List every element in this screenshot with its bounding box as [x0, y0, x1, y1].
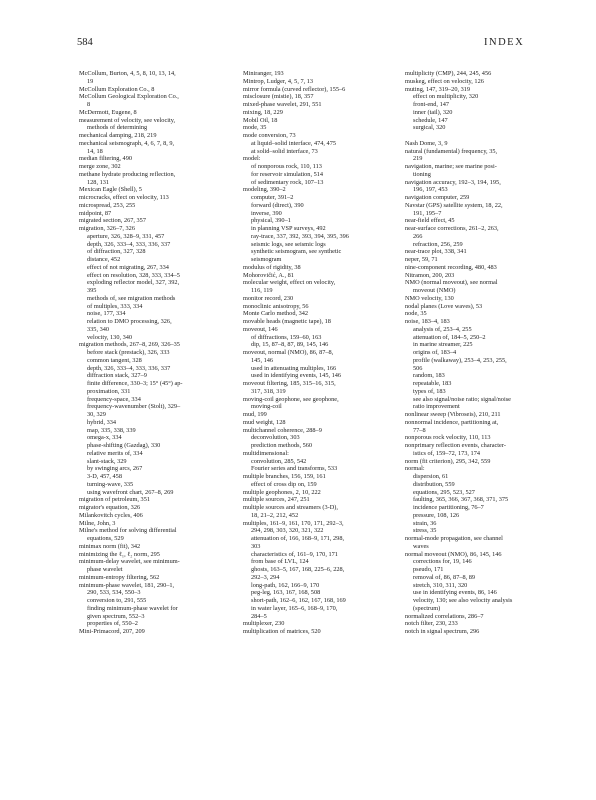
index-subentry: distribution, 559: [413, 480, 455, 488]
index-column-1: [79, 70, 239, 636]
index-subentry: in marine streamer, 225: [413, 341, 473, 349]
index-subentry: map, 335, 338, 339: [87, 426, 136, 434]
index-entry: mode, 35: [243, 124, 267, 132]
index-subentry: relation to DMO processing, 326,: [87, 318, 172, 325]
index-entry: minimizing the ℓ₁, ℓ₂ norm, 295: [79, 550, 160, 558]
index-subentry: of nonporous rock, 110, 113: [251, 163, 322, 170]
index-subentry: frequency-space, 334: [87, 395, 141, 403]
index-subentry: corrections for, 19, 146: [413, 558, 472, 566]
index-entry: movable heads (magnetic tape), 18: [243, 318, 331, 325]
index-subentry: faulting, 365, 366, 367, 368, 371, 375: [413, 496, 509, 504]
index-subentry: peg-leg, 163, 167, 168, 508: [251, 589, 321, 597]
index-subentry: short-path, 162–6, 162, 167, 168, 169: [251, 597, 346, 604]
index-subentry: pressure, 108, 126: [413, 511, 460, 519]
index-subentry: effect of cross dip on, 159: [251, 480, 317, 488]
index-subentry: synthetic seismogram, see synthetic: [251, 248, 342, 256]
index-subentry: properties of, 550–2: [87, 620, 138, 628]
index-entry: multiple branches, 156, 159, 161: [243, 473, 326, 480]
index-entry: multiplication of matrices, 520: [243, 628, 321, 635]
index-subentry: 266: [413, 232, 423, 240]
index-subentry: 292–3, 294: [251, 573, 280, 581]
index-subentry: in water layer, 165–6, 168–9, 170,: [251, 604, 338, 612]
index-subentry: 294, 298, 303, 320, 321, 322: [251, 527, 324, 535]
index-entry: modulus of rigidity, 38: [243, 263, 301, 271]
index-entry: McDermott, Eugene, 8: [79, 108, 137, 116]
index-subentry: at solid–solid interface, 73: [251, 147, 318, 155]
index-entry: near-surface corrections, 261–2, 263,: [405, 225, 499, 232]
index-subentry: slant-stack, 329: [87, 457, 127, 465]
index-subentry: 196, 197, 453: [413, 186, 448, 194]
index-entry: mechanical seismograph, 4, 6, 7, 8, 9,: [79, 139, 175, 147]
index-subentry: 191, 195–7: [413, 209, 442, 217]
index-entry: norm (fit criterion), 295, 342, 559: [405, 457, 491, 465]
index-subentry: random, 183: [413, 372, 445, 380]
index-entry: noise, 183–4, 183: [405, 318, 450, 325]
index-subentry: schedule, 147: [413, 116, 448, 124]
index-entry: moveout, 146: [243, 325, 278, 333]
index-entry: Milne, John, 3: [79, 519, 116, 527]
index-entry: modeling, 390–2: [243, 186, 286, 194]
index-subentry: phase-shifting (Gazdag), 330: [87, 442, 161, 449]
index-entry: neper, 59, 71: [405, 256, 438, 263]
index-entry: mud, 199: [243, 411, 267, 418]
index-entry: normal moveout (NMO), 86, 145, 146: [405, 550, 502, 558]
index-entry: near-trace plot, 338, 341: [405, 248, 467, 256]
index-subentry: prediction methods, 560: [251, 442, 313, 449]
index-subentry: distance, 452: [87, 256, 121, 263]
index-subentry: used in attenuating multiples, 166: [251, 364, 337, 372]
index-entry: microspread, 253, 255: [79, 201, 136, 209]
index-entry: Milankovitch cycles, 406: [79, 511, 143, 519]
index-entry: multiples, 161–9, 161, 170, 171, 292–3,: [243, 519, 344, 527]
index-entry: near-field effect, 45: [405, 217, 455, 225]
index-entry: moving-coil geophone, see geophone,: [243, 395, 339, 403]
index-subentry: 395: [87, 287, 97, 294]
index-entry: muting, 147, 319–20, 319: [405, 85, 471, 93]
index-subentry: surgical, 320: [413, 124, 446, 132]
index-entry: navigation computer, 259: [405, 194, 470, 201]
index-subentry: moving-coil: [251, 403, 282, 411]
index-section-gap: [405, 132, 565, 140]
index-subentry: 219: [413, 155, 423, 163]
index-entry: monitor record, 230: [243, 294, 294, 302]
index-subentry: inverse, 390: [251, 209, 282, 217]
index-entry: mode conversion, 73: [243, 132, 296, 139]
index-subentry: forward (direct), 390: [251, 201, 304, 209]
index-subentry: using wavefront chart, 267–8, 269: [87, 488, 174, 496]
index-subentry: pseudo, 171: [413, 566, 444, 573]
index-subentry: by swinging arcs, 267: [87, 465, 143, 473]
index-entry: navigation, marine; see marine posi-: [405, 163, 497, 170]
index-subentry: diffraction stack, 327–9: [87, 372, 147, 380]
index-subentry: physical, 390–1: [251, 217, 291, 225]
index-entry: migration, 326–7, 326: [79, 225, 135, 232]
index-entry: Nitramon, 200, 203: [405, 271, 455, 279]
index-subentry: refraction, 256, 259: [413, 240, 463, 248]
index-subentry: convolution, 285, 542: [251, 457, 307, 465]
index-entry: Mexican Eagle (Shell), 5: [79, 186, 142, 194]
index-entry: nonprimary reflection events, character-: [405, 442, 506, 449]
index-subentry: waves: [413, 542, 429, 550]
index-entry: mechanical damping, 218, 219: [79, 132, 157, 139]
index-subentry: moveout (NMO): [413, 287, 456, 294]
index-subentry: dispersion, 61: [413, 473, 449, 480]
index-entry: node, 35: [405, 310, 427, 318]
index-entry: notch filter, 230, 233: [405, 620, 458, 628]
index-subentry: 290, 533, 534, 550–3: [87, 589, 141, 597]
index-entry: monoclinic anisotropy, 56: [243, 302, 309, 310]
index-subentry: omega-x, 334: [87, 434, 122, 442]
index-subentry: frequency-wavenumber (Stolt), 329–: [87, 403, 181, 411]
index-subentry: strain, 36: [413, 519, 437, 527]
index-subentry: deconvolution, 303: [251, 434, 300, 442]
index-entry: methane hydrate producing reflection,: [79, 170, 176, 178]
index-subentry: 303: [251, 542, 261, 550]
index-entry: multidimensional:: [243, 449, 289, 457]
index-entry: misclosure (mistie), 18, 357: [243, 93, 314, 101]
index-entry: minimum-entropy filtering, 562: [79, 573, 160, 581]
index-subentry: (spectrum): [413, 604, 441, 612]
index-subentry: analysis of, 253–4, 255: [413, 325, 472, 333]
index-subentry: stretch, 310, 311, 320: [413, 581, 468, 589]
index-entry: Navstar (GPS) satellite system, 18, 22,: [405, 201, 503, 209]
index-subentry: velocity, 130, 340: [87, 333, 133, 341]
index-entry: multiplexer, 230: [243, 620, 285, 628]
index-subentry: characteristics of, 161–9, 170, 171: [251, 550, 338, 558]
index-entry: nonporous rock velocity, 110, 113: [405, 434, 491, 442]
index-entry: minimum-delay wavelet, see minimum-: [79, 558, 180, 566]
index-column-3: [405, 70, 565, 636]
index-entry: migration methods, 267–8, 269, 326–35: [79, 341, 180, 349]
index-entry: mixing, 18, 229: [243, 108, 283, 116]
index-subentry: attenuation of, 166, 168–9, 171, 298,: [251, 535, 345, 542]
index-entry: migrated section, 267, 357: [79, 217, 146, 225]
index-subentry: from base of LVL, 124: [251, 558, 309, 566]
index-subentry: before stack (prestack), 326, 333: [87, 349, 170, 356]
index-subentry: 8: [87, 101, 91, 108]
index-subentry: of diffractions, 159–60, 163: [251, 333, 322, 341]
index-subentry: 77–8: [413, 426, 426, 434]
index-subentry: proximation, 331: [87, 387, 131, 395]
index-subentry: methods of, see migration methods: [87, 294, 176, 302]
index-entry: multiplicity (CMP), 244, 245, 456: [405, 70, 492, 77]
index-entry: model:: [243, 155, 261, 163]
index-entry: NMO (normal moveout), see normal: [405, 279, 498, 287]
index-subentry: inner (tail), 320: [413, 108, 453, 116]
index-subentry: incidence partitioning, 76–7: [413, 504, 484, 511]
index-subentry: methods of determining: [87, 124, 148, 132]
index-entry: Miniranger, 193: [243, 70, 284, 77]
index-subentry: 30, 329: [87, 411, 106, 418]
index-subentry: 317, 318, 319: [251, 387, 286, 395]
index-entry: nine-component recording, 480, 483: [405, 263, 497, 271]
index-subentry: profile (walkaway), 253–4, 253, 255,: [413, 356, 507, 364]
index-subentry: istics of, 159–72, 173, 174: [413, 449, 480, 457]
index-subentry: equations, 529: [87, 535, 124, 542]
index-entry: Monte Carlo method, 342: [243, 310, 309, 318]
index-subentry: of multiples, 333, 334: [87, 302, 143, 310]
index-entry: minimum-phase wavelet, 181, 290–1,: [79, 581, 175, 589]
index-entry: midpoint, 87: [79, 209, 112, 217]
index-entry: molecular weight, effect on velocity,: [243, 279, 336, 287]
index-subentry: turning-wave, 335: [87, 480, 134, 488]
index-column-2: [243, 70, 401, 636]
index-subentry: attenuation of, 184–5, 250–2: [413, 333, 486, 341]
index-subentry: 128, 131: [87, 178, 110, 186]
index-subentry: given spectrum, 552–3: [87, 612, 145, 620]
index-entry: mirror formula (curved reflector), 155–6: [243, 85, 346, 93]
index-subentry: depth, 326, 333–4, 333, 336, 337: [87, 240, 171, 248]
index-subentry: used in identifying events, 145, 146: [251, 372, 342, 380]
index-entry: Mini-Primacord, 207, 209: [79, 628, 145, 635]
index-entry: median filtering, 490: [79, 155, 132, 163]
index-entry: McCollum, Burton, 4, 5, 8, 10, 13, 14,: [79, 70, 176, 77]
index-subentry: of diffraction, 327, 328: [87, 248, 146, 256]
index-subentry: seismogram: [251, 256, 282, 263]
index-subentry: phase wavelet: [87, 566, 123, 573]
index-entry: migrator's equation, 326: [79, 504, 141, 511]
index-subentry: see also signal/noise ratio; signal/noise: [413, 395, 511, 403]
index-subentry: equations, 295, 523, 527: [413, 488, 475, 496]
index-entry: mixed-phase wavelet, 291, 551: [243, 101, 322, 108]
page-number: 584: [77, 37, 93, 48]
index-subentry: for reservoir simulation, 514: [251, 170, 324, 178]
index-entry: Nash Dome, 3, 9: [405, 139, 448, 147]
index-entry: McCollum Exploration Co., 8: [79, 85, 155, 93]
index-entry: notch in signal spectrum, 296: [405, 628, 480, 635]
index-subentry: 3-D, 457, 458: [87, 473, 122, 480]
index-entry: multiple sources and streamers (3-D),: [243, 504, 338, 511]
index-subentry: ghosts, 163–5, 167, 168, 225–6, 228,: [251, 566, 345, 573]
index-subentry: relative merits of, 334: [87, 449, 143, 457]
index-subentry: exploding reflector model, 327, 392,: [87, 279, 180, 287]
index-subentry: depth, 326, 333–4, 333, 336, 337: [87, 364, 171, 372]
index-subentry: aperture, 326, 328–9, 331, 457: [87, 232, 165, 240]
index-entry: multichannel coherence, 288–9: [243, 426, 322, 434]
index-subentry: finite difference, 330–3; 15° (45°) ap-: [87, 380, 183, 387]
index-entry: Milne's method for solving differential: [79, 527, 177, 535]
index-subentry: 18, 21–2, 212, 452: [251, 511, 299, 519]
index-subentry: ray-trace, 337, 392, 393, 394, 395, 396: [251, 232, 349, 240]
index-subentry: repeatable, 183: [413, 380, 452, 387]
page-title: INDEX: [484, 37, 525, 48]
index-entry: minimax norm (fit), 342: [79, 542, 141, 550]
index-subentry: tioning: [413, 170, 431, 178]
index-subentry: 284–5: [251, 612, 267, 620]
index-entry: mud weight, 128: [243, 418, 286, 426]
index-subentry: long-path, 162, 166–9, 170: [251, 581, 320, 589]
index-entry: multiple sources, 247, 251: [243, 496, 310, 504]
index-subentry: dip, 15, 87–8, 87, 89, 145, 146: [251, 341, 329, 349]
index-entry: nonlinear sweep (Vibroseis), 210, 211: [405, 411, 501, 418]
index-subentry: types of, 183: [413, 387, 446, 395]
index-entry: multiple geophones, 2, 10, 222: [243, 488, 321, 496]
index-subentry: effect on resolution, 328, 333, 334–5: [87, 271, 180, 279]
index-entry: moveout filtering, 185, 315–16, 315,: [243, 380, 336, 387]
index-entry: Mintrop, Ludger, 4, 5, 7, 13: [243, 77, 314, 85]
index-entry: microcracks, effect on velocity, 113: [79, 194, 169, 201]
index-subentry: of sedimentary rock, 107–13: [251, 178, 324, 186]
index-subentry: 14, 18: [87, 147, 103, 155]
index-entry: Mohorovičić, A., 81: [243, 271, 294, 279]
index-subentry: 145, 146: [251, 356, 274, 364]
index-entry: Mobil Oil, 18: [243, 116, 278, 124]
index-subentry: velocity, 130; see also velocity analysis: [413, 597, 513, 604]
index-subentry: effect of not migrating, 267, 334: [87, 263, 169, 271]
index-entry: normal:: [405, 465, 425, 473]
index-entry: nonnormal incidence, partitioning at,: [405, 418, 499, 426]
index-subentry: noise, 177, 334: [87, 310, 126, 318]
index-entry: normalized correlations, 286–7: [405, 612, 484, 620]
index-subentry: computer, 391–2: [251, 194, 294, 201]
index-subentry: stress, 35: [413, 527, 437, 535]
index-subentry: common tangent, 328: [87, 356, 142, 364]
index-subentry: at liquid–solid interface, 474, 475: [251, 139, 336, 147]
index-subentry: seismic logs, see seismic logs: [251, 240, 326, 248]
index-entry: moveout, normal (NMO), 86, 87–8,: [243, 349, 334, 356]
index-subentry: use in identifying events, 86, 146: [413, 589, 497, 597]
index-subentry: origins of, 183–4: [413, 349, 457, 356]
index-entry: merge zone, 302: [79, 163, 121, 170]
index-entry: natural (fundamental) frequency, 35,: [405, 147, 498, 155]
index-entry: muskeg, effect on velocity, 126: [405, 77, 484, 85]
index-entry: normal-mode propagation, see channel: [405, 535, 503, 542]
index-subentry: finding minimum-phase wavelet for: [87, 604, 178, 612]
index-subentry: conversion to, 291, 555: [87, 597, 147, 604]
index-subentry: 506: [413, 364, 423, 372]
index-entry: migration of petroleum, 351: [79, 496, 150, 504]
index-subentry: hybrid, 334: [87, 418, 117, 426]
index-entry: NMO velocity, 130: [405, 294, 454, 302]
index-subentry: 19: [87, 77, 94, 85]
index-subentry: ratio improvement: [413, 403, 460, 411]
index-subentry: front-end, 147: [413, 101, 450, 108]
index-subentry: 335, 340: [87, 325, 110, 333]
index-entry: navigation accuracy, 192–3, 194, 195,: [405, 178, 501, 186]
index-entry: nodal planes (Love waves), 53: [405, 302, 483, 310]
index-subentry: removal of, 86, 87–8, 89: [413, 573, 476, 581]
index-subentry: in planning VSP surveys, 492: [251, 225, 326, 232]
index-subentry: 116, 119: [251, 287, 273, 294]
index-subentry: Fourier series and transforms, 533: [251, 465, 338, 473]
index-subentry: effect on multiplicity, 320: [413, 93, 479, 101]
index-entry: measurement of velocity, see velocity,: [79, 116, 176, 124]
index-entry: McCollum Geological Exploration Co.,: [79, 93, 179, 101]
